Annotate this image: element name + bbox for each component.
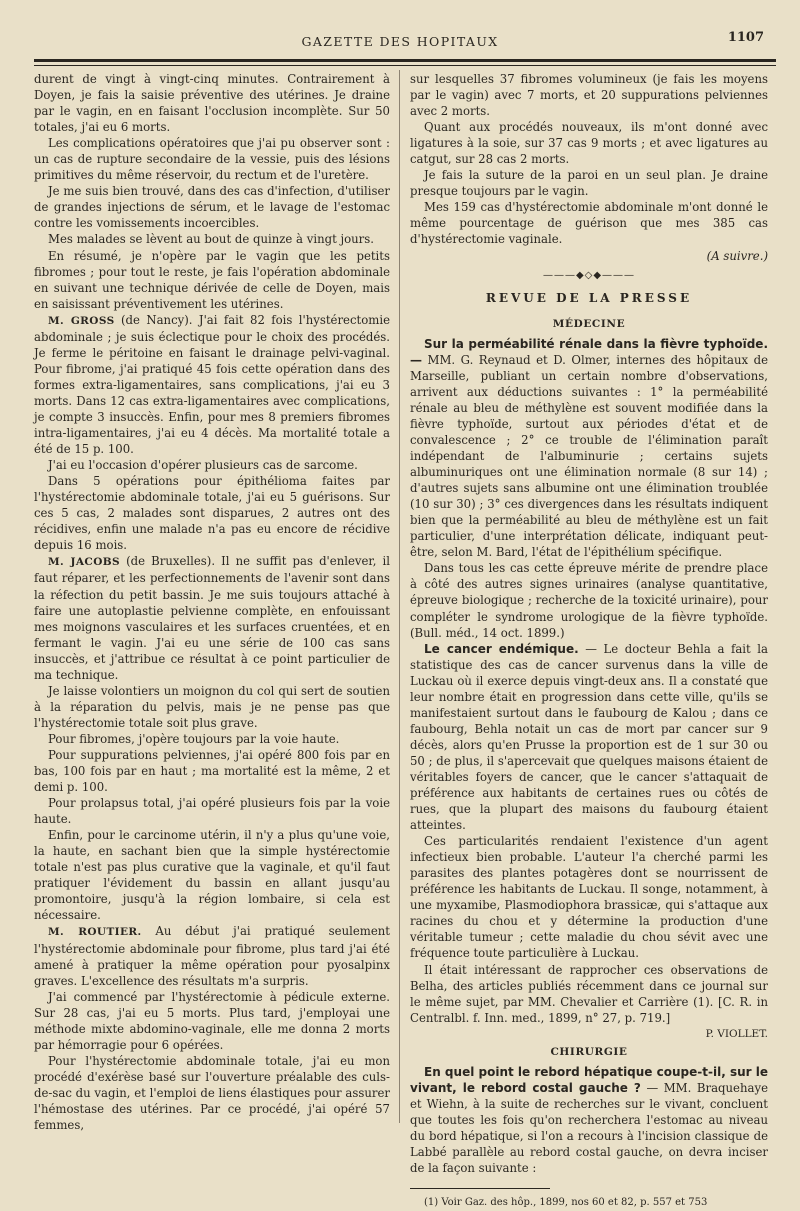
paragraph: En résumé, je n'opère par le vagin que les petits fibromes ; pour tout le reste, je fais l'opération abdominale en suivant une technique dérivée de celle de Doyen, mais en saisissant préventivement les utérines. — [34, 248, 390, 311]
section-ornament: ———◆◇◆——— — [542, 269, 636, 281]
header-rule-thin — [34, 65, 776, 66]
article-text: — Le docteur Behla a fait la statistique des cas de cancer survenus dans la ville de Luckau où il exerce depuis vingt-deux ans. Il a constaté que leur nombre était en progression dans cette ville, qu'ils se manifestaient surtout dans le faubourg de Kalou ; dans ce faubourg, Behla notait un cas de mort par cancer sur 9 décès, alors qu'en Prusse la proportion est de 1 sur 30 ou 50 ; de plus, il s'apercevait que quelques maisons étaient de véritables foyers de cancer, que le cancer s'attaquait de préférence aux habitants de certaines rues ou côtés de rues, que la plupart des maisons du faubourg étaient atteintes. — [410, 641, 768, 833]
paragraph: Pour fibromes, j'opère toujours par la voie haute. — [48, 731, 340, 746]
footnote-rule — [410, 1188, 550, 1189]
paragraph: Dans 5 opérations pour épithélioma faites par l'hystérectomie abdominale totale, j'ai eu 5 guérisons. Sur ces 5 cas, 2 malades sont disparues, 2 autres ont des récidives, enfin une malade n'a pas eu encore de récidive depuis 16 mois. — [34, 474, 390, 553]
article-title: Le cancer endémique. — [424, 641, 579, 656]
paragraph: Pour suppurations pelviennes, j'ai opéré 800 fois par en bas, 100 fois par en haut ; ma mortalité est la même, 2 et demi p. 100. — [34, 747, 390, 795]
paragraph: sur lesquelles 37 fibromes volumineux (je fais les moyens par le vagin) avec 7 morts, et 20 suppurations pelviennes avec 2 morts. — [410, 72, 768, 119]
article-paragraph — [410, 1064, 768, 1176]
speaker-name: M. GROSS — [48, 314, 115, 327]
paragraph: Je fais la suture de la paroi en un seul plan. Je draine presque toujours par le vagin. — [410, 168, 768, 199]
right-column — [410, 71, 768, 1211]
paragraph: Je me suis bien trouvé, dans des cas d'infection, d'utiliser de grandes injections de sérum, et le lavage de l'estomac contre les vomissements incoercibles. — [34, 184, 390, 231]
paragraph: Enfin, pour le carcinome utérin, il n'y a plus qu'une voie, la haute, en sachant bien que la simple hystérectomie totale n'est pas plus curative que la vaginale, et qu'il faut pratiquer l'évidement du bassin en allant jusqu'au promontoire, jusqu'à la région lombaire, si cela est nécessaire. — [34, 828, 390, 923]
paragraph: Il était intéressant de rapprocher ces observations de Belha, des articles publiés récemment dans ce journal sur le même sujet, par MM. Chevalier et Carrière (1). [C. R. in Centralbl. f. Inn. med., 1899, n° 27, p. 719.] — [410, 962, 768, 1025]
footnote: (1) Voir Gaz. des hôp., 1899, nos 60 et 82, p. 557 et 753 — [424, 1197, 708, 1209]
article-text: MM. G. Reynaud et D. Olmer, internes des hôpitaux de Marseille, publiant un certain nombre d'observations, arrivent aux déductions suivantes : 1° la perméabilité rénale au bleu de méthylène est souvent modifiée dans la fièvre typhoïde, surtout aux périodes d'état et de convalescence ; 2° ce trouble de l'élimination paraît indépendant de l'albuminurie ; certains sujets albuminuriques ont une élimination normale (8 sur 14) ; d'autres sujets sans albumine ont une élimination troublée (10 sur 30) ; 3° ces divergences dans les résultats indiquent bien que la perméabilité au bleu de méthylène est un fait particulier, d'une interprétation délicate, indiquant peut-être, selon M. Bard, l'état de l'épithélium spécifique. — [410, 352, 768, 560]
article-paragraph — [410, 336, 768, 561]
page-header — [30, 28, 770, 52]
paragraph: Je laisse volontiers un moignon du col qui sert de soutien à la réparation du pelvis, mais je ne pense pas que l'hystérectomie totale soit plus grave. — [34, 683, 390, 730]
speaker-text: (de Nancy). J'ai fait 82 fois l'hystérectomie abdominale ; je suis éclectique pour le choix des procédés. Je ferme le péritoine en faisant le drainage pelvi-vaginal. Pour fibrome, j'ai pratiqué 45 fois cette opération dans des formes extra-ligamentaires, sans complications, j'ai eu 3 morts. Dans 12 cas extra-ligamentaires avec complications, je compte 3 insuccès. Enfin, pour mes 8 premiers fibromes intra-ligamentaires, j'ai eu 4 décès. Ma mortalité totale a été de 15 p. 100. — [34, 312, 390, 457]
running-title: GAZETTE DES HOPITAUX — [301, 34, 499, 49]
article-paragraph — [410, 641, 768, 834]
paragraph: Mes 159 cas d'hystérectomie abdominale m'ont donné le même pourcentage de guérison que mes 385 cas d'hystérectomie vaginale. — [410, 200, 768, 247]
to-be-continued: (A suivre.) — [706, 248, 768, 263]
paragraph: J'ai commencé par l'hystérectomie à pédicule externe. Sur 28 cas, j'ai eu 5 morts. Plus tard, j'employai une méthode mixte abdomino-vaginale, elle me donna 2 morts par hémorragie pour 6 opérées. — [34, 989, 390, 1052]
subsection-heading-chirurgie: CHIRURGIE — [550, 1045, 628, 1058]
article-title: En quel point le rebord hépatique coupe-t-il, sur le vivant, le rebord costal gauche ? — [410, 1064, 768, 1095]
speaker-paragraph — [34, 312, 390, 457]
speaker-paragraph — [34, 553, 390, 682]
speaker-paragraph — [34, 923, 390, 988]
header-rule-thick — [34, 59, 776, 62]
paragraph: Ces particularités rendaient l'existence d'un agent infectieux bien probable. L'auteur l'a cherché parmi les parasites des plantes potagères dont se nourrissent de préférence les habitants de Luckau. Il songe, notamment, à une myxamibe, Plasmodiophora brassicæ, qui s'attaque aux racines du chou et y détermine la production d'une véritable tumeur ; cette maladie du chou sévit avec une fréquence toute particulière à Luckau. — [410, 834, 768, 961]
paragraph: Pour prolapsus total, j'ai opéré plusieurs fois par la voie haute. — [34, 796, 390, 827]
page-number: 1107 — [727, 30, 764, 45]
article-title: Sur la perméabilité rénale dans la fièvre typhoïde. — — [410, 336, 768, 367]
paragraph: Mes malades se lèvent au bout de quinze à vingt jours. — [48, 232, 374, 247]
speaker-text: Au début j'ai pratiqué seulement l'hystérectomie abdominale pour fibrome, plus tard j'ai été amené à pratiquer la même opération pour pyosalpinx graves. L'excellence des résultats m'a surpris. — [34, 924, 390, 988]
article-text: — MM. Braquehaye et Wiehn, à la suite de recherches sur le vivant, concluent que toutes les fois qu'on recherchera l'estomac au niveau du bord hépatique, si l'on a recours à l'incision classique de Labbé parallèle au rebord costal gauche, on devra inciser de la façon suivante : — [410, 1080, 768, 1176]
section-heading: REVUE DE LA PRESSE — [485, 290, 693, 305]
speaker-text: (de Bruxelles). Il ne suffit pas d'enlever, il faut réparer, et les perfectionnements de l'avenir sont dans la réfection du petit bassin. Je me suis toujours attaché à faire une autoplastie pelvienne complète, en enfouissant mes moignons vasculaires et les surfaces cruentées, et en fermant le vagin. J'ai eu une série de 100 cas sans insuccès, et j'attribue ce résultat à ce point particulier de ma technique. — [34, 554, 390, 682]
speaker-name: M. ROUTIER. — [48, 926, 142, 939]
paragraph: Les complications opératoires que j'ai pu observer sont : un cas de rupture secondaire de la vessie, puis des lésions primitives du même réservoir, du rectum et de l'uretère. — [34, 136, 390, 183]
paragraph: Dans tous les cas cette épreuve mérite de prendre place à côté des autres signes urinaires (analyse quantitative, épreuve biologique ; recherche de la toxicité urinaire), pour compléter le syndrome urologique de la fièvre typhoïde. (Bull. méd., 14 oct. 1899.) — [410, 561, 768, 640]
column-divider — [399, 70, 400, 1123]
left-column — [34, 71, 390, 1133]
author-signature: P. VIOLLET. — [705, 1027, 768, 1040]
paragraph: J'ai eu l'occasion d'opérer plusieurs cas de sarcome. — [48, 458, 358, 473]
subsection-heading-medecine: MÉDECINE — [552, 317, 626, 330]
paragraph: durent de vingt à vingt-cinq minutes. Contrairement à Doyen, je fais la saisie préventive des utérines. Je draine par le vagin, en en faisant l'occlusion incomplète. Sur 50 totales, j'ai eu 6 morts. — [34, 72, 390, 135]
paragraph: Pour l'hystérectomie abdominale totale, j'ai eu mon procédé d'exérèse basé sur l'ouverture préalable des culs-de-sac du vagin, et l'emploi de liens élastiques pour assurer l'hémostase des utérines. Par ce procédé, j'ai opéré 57 femmes, — [34, 1053, 390, 1133]
paragraph: Quant aux procédés nouveaux, ils m'ont donné avec ligatures à la soie, sur 37 cas 9 morts ; et avec ligatures au catgut, sur 28 cas 2 morts. — [410, 120, 768, 167]
speaker-name: M. JACOBS — [48, 556, 120, 569]
